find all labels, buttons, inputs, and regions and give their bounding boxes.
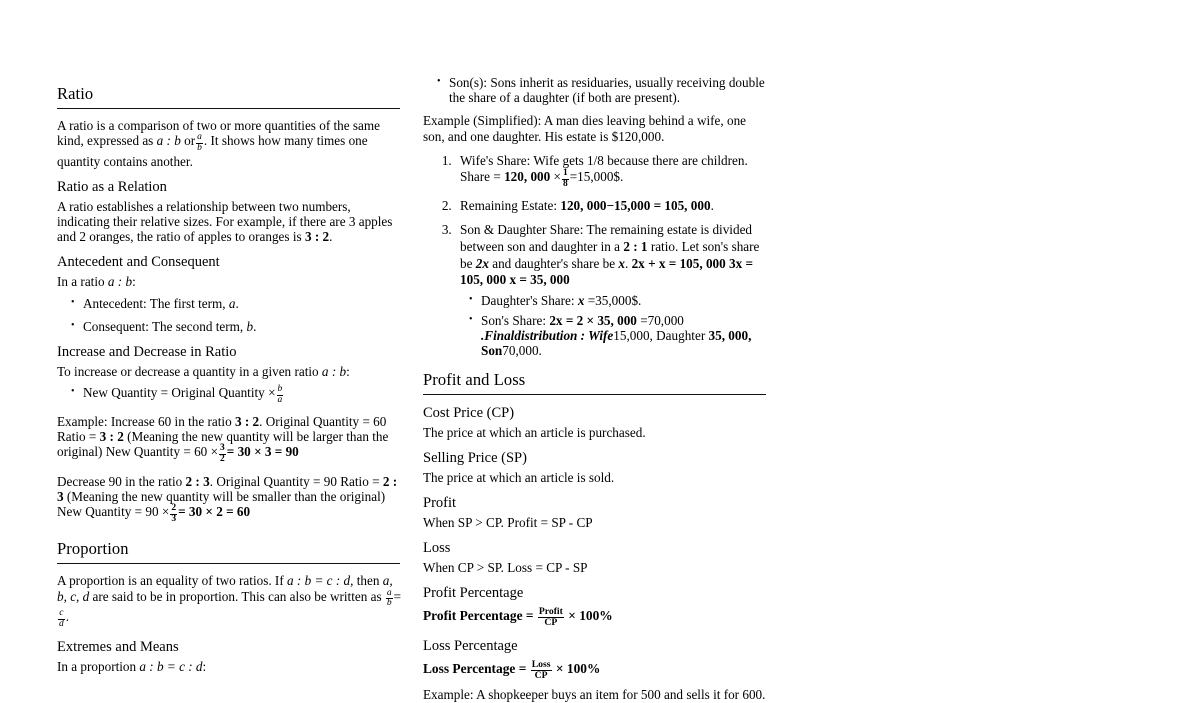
- equals-icon: =: [525, 608, 534, 624]
- proportion-fraction-ab: $\frac{a}{b}$: [386, 587, 392, 609]
- profit-pct-value: 100%: [579, 608, 613, 624]
- bullet-math: b: [246, 318, 254, 334]
- extremes-text-before: In a proportion: [57, 659, 137, 675]
- proportion-equals: =: [393, 588, 402, 604]
- son-share-math: 2x = 2 × 35, 000: [549, 313, 637, 329]
- loss-pct-value: 100%: [566, 660, 601, 676]
- son-share-label: Son's Share:: [481, 313, 547, 329]
- ratio-intro-line2: kind, expressed as: [57, 133, 154, 149]
- subheading-cost-price: Cost Price (CP): [423, 404, 515, 421]
- extremes-math: a : b = c : d: [139, 659, 203, 675]
- example-increase-line4: (Meaning the new quantity will be larger than the: [127, 428, 389, 444]
- proportion-paragraph: [57, 573, 402, 629]
- daughter-share-label: Daughter's Share:: [481, 292, 575, 308]
- son-share-value: =70,000: [640, 313, 684, 329]
- example-decrease-line4: (Meaning the new quantity will be smaller than the original): [66, 488, 386, 504]
- antecedent-consequent-list: [57, 296, 402, 334]
- example-decrease-paragraph: [57, 474, 402, 525]
- daughter-share-value: =35,000$.: [587, 292, 642, 308]
- inheritance-steps-list: [423, 153, 768, 359]
- daughter-share-math: x: [577, 292, 585, 308]
- loss-percentage-formula: [423, 658, 768, 680]
- subheading-profit: Profit: [423, 495, 457, 512]
- step3-ratio-math: 2 : 1: [623, 239, 648, 255]
- subheading-loss: Loss: [423, 540, 451, 557]
- list-item: [455, 198, 768, 215]
- bullet-text-before: Consequent: The second term,: [83, 318, 244, 334]
- section-heading-proportion: Proportion: [57, 539, 129, 559]
- example-increase-eq2: 3 = 90: [264, 444, 299, 460]
- inheritance-son-list: [423, 75, 768, 105]
- proportion-line1: A proportion is an equality of two ratios. If: [57, 573, 284, 589]
- proportion-line3: are said to be in proportion. This can also be written as: [92, 588, 382, 604]
- step1-result: =15,000$.: [569, 169, 624, 185]
- in-a-ratio-label: In a ratio: [57, 274, 105, 290]
- step2-period: .: [710, 197, 714, 213]
- loss-pct-label: Loss Percentage: [423, 660, 516, 676]
- step3-line2-before: between son and daughter in a: [460, 239, 621, 255]
- relation-period: .: [329, 229, 333, 245]
- relation-line3: and 2 oranges, the ratio of apples to oranges is: [57, 229, 302, 245]
- relation-ratio-math: 3 : 2: [304, 229, 330, 245]
- example-decrease-line3: 3: [57, 488, 64, 504]
- loss-text: When CP > SP. Loss = CP - SP: [423, 560, 588, 576]
- example-increase-line1: Example: Increase 60 in the ratio: [57, 413, 232, 429]
- ratio-intro-line3: . It shows how many times one: [203, 133, 368, 149]
- times-icon: ×: [555, 660, 564, 676]
- section-rule-profit-and-loss: [423, 394, 766, 395]
- example-intro-line1: Example (Simplified): A man dies leaving behind a wife, one: [423, 113, 747, 129]
- final-distribution-math: .Finaldistribution : Wife: [481, 328, 614, 344]
- step1-share-label: Share =: [460, 169, 501, 185]
- example-decrease-ratio: 2 : 3: [185, 473, 210, 489]
- example-decrease-eq2: 2 = 60: [216, 504, 251, 520]
- proportion-period: .: [65, 609, 70, 625]
- son-bullet-line2: share of a daughter (if both are present).: [468, 90, 681, 106]
- extremes-line: [57, 659, 402, 674]
- example-increase-fraction: $\frac{3}{2}$: [220, 443, 225, 464]
- example-increase-paragraph: [57, 414, 402, 465]
- ratio-relation-paragraph: [57, 199, 402, 245]
- relation-line1: A ratio establishes a relationship between two numbers,: [57, 198, 351, 214]
- proportion-line2: , then: [350, 573, 380, 589]
- selling-price-text: The price at which an article is sold.: [423, 469, 615, 485]
- example-increase-ratio: 3 : 2: [234, 413, 260, 429]
- example-decrease-line1: Decrease 90 in the ratio: [57, 473, 183, 489]
- subheading-profit-percentage: Profit Percentage: [423, 585, 524, 602]
- step1-estate-value: 120, 000: [504, 169, 551, 185]
- increase-intro-line: [57, 364, 402, 379]
- relation-line2: indicating their relative sizes. For example, if there are 3 apples: [57, 214, 393, 230]
- increase-intro-math: a : b: [321, 364, 347, 380]
- list-item: [74, 296, 402, 311]
- bullet-text-after: .: [235, 295, 239, 311]
- son-bullet-line1: Son(s): Sons inherit as residuaries, usually receiving double the: [449, 75, 765, 106]
- step3-math-x: x: [618, 255, 625, 271]
- step3-period: .: [624, 255, 629, 271]
- final-distribution-text: 15,000, Daughter: [613, 328, 706, 344]
- right-column: [423, 0, 768, 703]
- step3-equation-2: 105, 000 x = 35, 000: [460, 272, 570, 288]
- ratio-intro-line1: A ratio is a comparison of two or more quantities of the same: [57, 118, 381, 133]
- example-increase-ratio2: 3 : 2: [99, 428, 124, 444]
- times-icon: ×: [205, 504, 213, 520]
- step2-label: Remaining Estate:: [460, 197, 558, 213]
- profit-loss-example-line: Example: A shopkeeper buys an item for 500 and sells it for 600.: [423, 687, 766, 703]
- new-quantity-label: New Quantity = Original Quantity: [83, 385, 265, 401]
- proportion-math1: a : b = c : d: [287, 573, 351, 589]
- times-icon: ×: [553, 169, 561, 185]
- in-a-ratio-math: a : b: [107, 274, 133, 290]
- subheading-ratio-as-relation: Ratio as a Relation: [57, 178, 167, 195]
- list-item: [440, 75, 768, 105]
- list-item: [472, 313, 768, 359]
- times-icon: ×: [568, 608, 576, 624]
- list-item: [472, 293, 768, 308]
- list-item: [455, 153, 768, 190]
- ratio-intro-paragraph: [57, 118, 402, 169]
- times-icon: ×: [268, 385, 276, 401]
- left-column: [57, 0, 402, 675]
- proportion-math2: a, b, c, d: [57, 573, 393, 604]
- cost-price-text: The price at which an article is purchased.: [423, 424, 646, 440]
- in-a-ratio-colon: :: [132, 274, 136, 290]
- example-intro-line2: son, and one daughter. His estate is $120,000.: [423, 128, 665, 144]
- increase-intro-before: To increase or decrease a quantity in a given ratio: [57, 364, 319, 380]
- step3-sub-list: [460, 293, 768, 359]
- step1-fraction-one-eighth: $\frac{1}{8}$: [562, 168, 568, 190]
- example-decrease-line2: . Original Quantity = 90 Ratio =: [209, 473, 380, 489]
- step3-math-2x: 2x: [475, 255, 489, 271]
- example-increase-line3: Ratio =: [57, 428, 97, 444]
- new-quantity-fraction: $\frac{b}{a}$: [277, 384, 283, 405]
- example-decrease-line5: New Quantity = 90: [57, 504, 159, 520]
- example-decrease-fraction: $\frac{2}{3}$: [171, 502, 177, 524]
- profit-text: When SP > CP. Profit = SP - CP: [423, 515, 593, 531]
- equals-icon: =: [518, 660, 527, 676]
- subheading-extremes-means: Extremes and Means: [57, 639, 179, 656]
- section-heading-ratio: Ratio: [57, 84, 94, 103]
- step1-line1: Wife's Share: Wife gets 1/8 because there are children.: [460, 152, 748, 168]
- example-increase-line5: original) New Quantity = 60: [57, 444, 208, 460]
- subheading-increase-decrease: Increase and Decrease in Ratio: [57, 344, 237, 361]
- subheading-antecedent-consequent: Antecedent and Consequent: [57, 254, 220, 271]
- section-rule-proportion: [57, 563, 400, 564]
- step3-line1: Son & Daughter Share: The remaining estate is divided: [460, 222, 753, 238]
- step3-line2-after: ratio. Let son's share be: [460, 239, 760, 271]
- section-heading-profit-and-loss: Profit and Loss: [423, 369, 526, 389]
- section-rule-ratio: [57, 108, 400, 109]
- bullet-math: a: [228, 295, 236, 311]
- subheading-loss-percentage: Loss Percentage: [423, 637, 518, 654]
- step2-math1: 120, 000: [560, 197, 607, 213]
- example-decrease-ratio2: 2 :: [382, 473, 398, 489]
- in-a-ratio-line: [57, 274, 402, 289]
- example-intro-paragraph: [423, 113, 768, 143]
- final-distribution-text2: 70,000.: [502, 343, 542, 359]
- list-item: [455, 222, 768, 358]
- list-item: [74, 385, 402, 405]
- example-decrease-eq1: = 30: [178, 504, 203, 520]
- new-quantity-list: [57, 385, 402, 405]
- extremes-text-after: :: [202, 659, 207, 675]
- step2-math2: 15,000 = 105, 000: [614, 197, 711, 213]
- bullet-text-before: Antecedent: The first term,: [83, 295, 226, 311]
- bullet-text-after: .: [253, 318, 257, 334]
- ratio-intro-line4: quantity contains another.: [57, 153, 193, 169]
- profit-pct-fraction: $\frac{\text{Profit}}{CP}$: [538, 606, 563, 629]
- example-increase-line2: . Original Quantity = 60: [259, 413, 387, 429]
- ratio-intro-or: or: [184, 133, 196, 149]
- minus-icon: −: [606, 197, 615, 213]
- ratio-intro-fraction: $\frac{a}{b}$: [197, 132, 202, 153]
- proportion-fraction-cd: $\frac{c}{d}$: [59, 608, 64, 629]
- subheading-selling-price: Selling Price (SP): [423, 449, 527, 466]
- times-icon: ×: [161, 504, 170, 520]
- final-distribution-math2: 35, 000, Son: [481, 328, 752, 359]
- loss-pct-fraction: $\frac{\text{Loss}}{CP}$: [531, 658, 551, 681]
- step3-equation-1: 2x + x = 105, 000 3x =: [631, 255, 754, 271]
- times-icon: ×: [210, 444, 219, 460]
- step3-text1: and daughter's share be: [492, 255, 616, 271]
- profit-percentage-formula: [423, 605, 768, 627]
- ratio-intro-math-ab: a : b: [156, 133, 181, 149]
- times-icon: ×: [254, 444, 262, 460]
- increase-intro-after: :: [346, 364, 350, 380]
- list-item: [74, 319, 402, 334]
- example-increase-eq1: = 30: [226, 444, 251, 460]
- profit-pct-label: Profit Percentage: [423, 608, 523, 624]
